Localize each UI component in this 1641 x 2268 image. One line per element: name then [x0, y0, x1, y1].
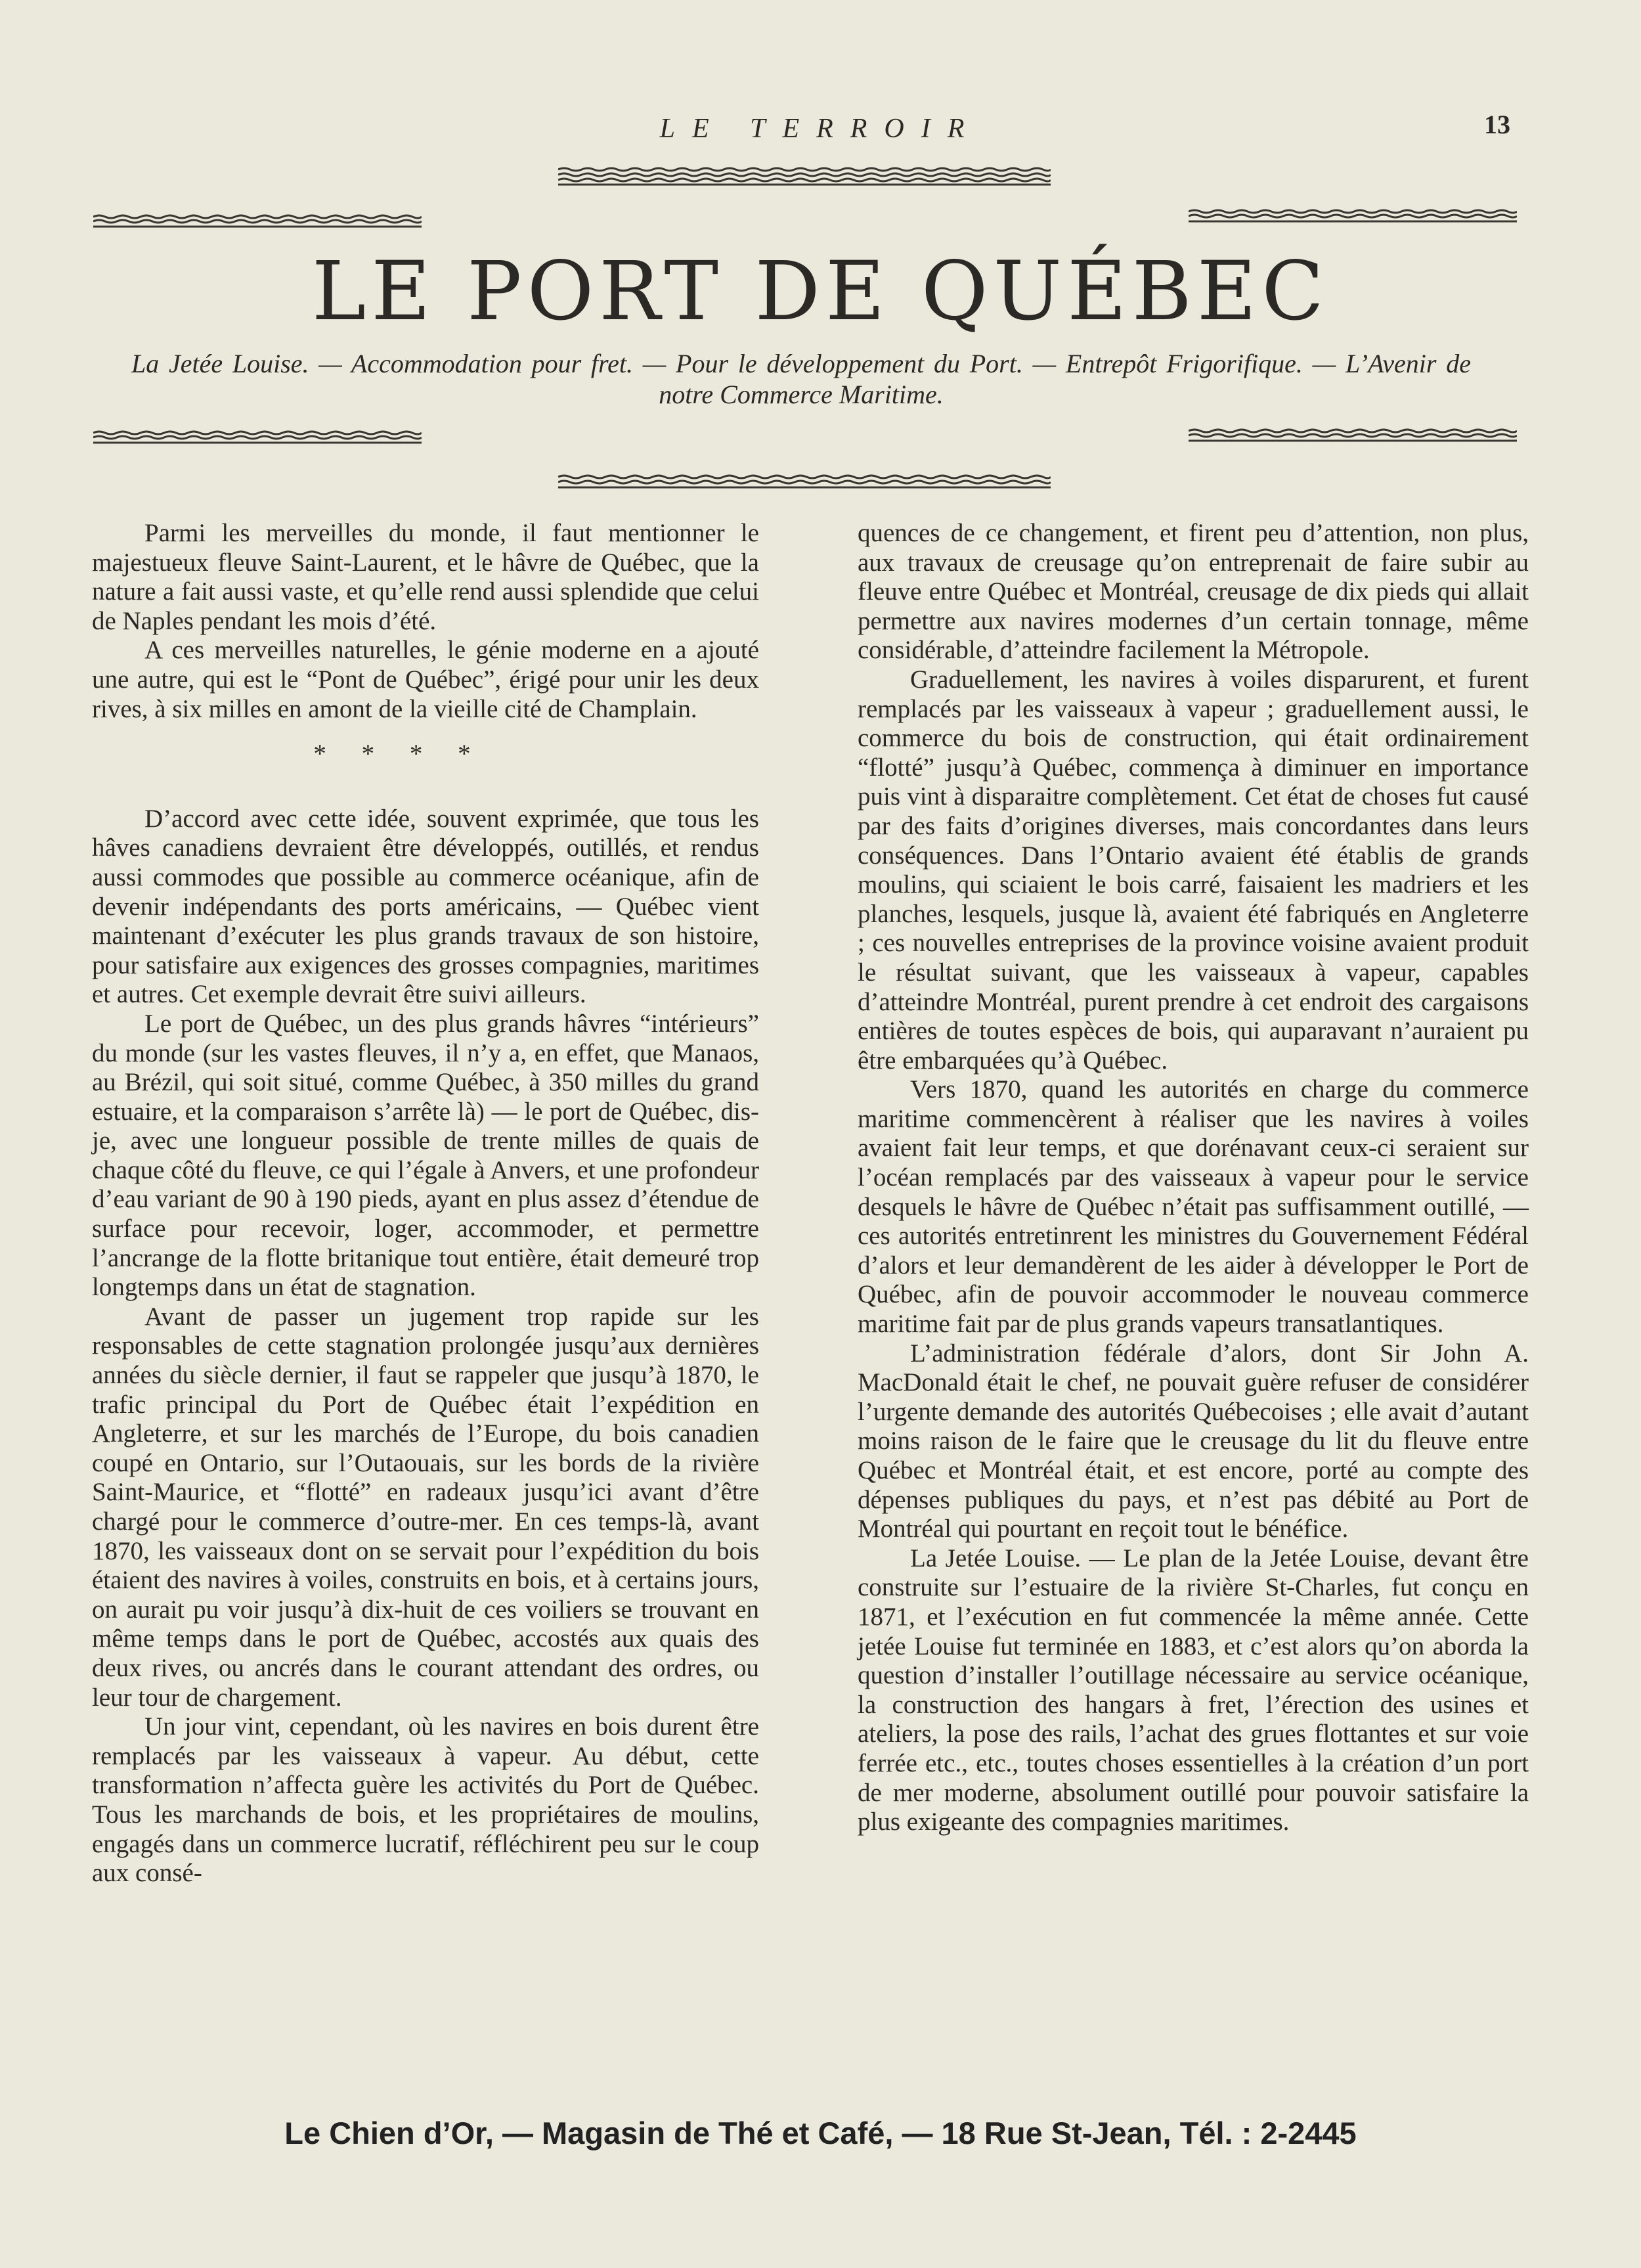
article-column-left [92, 519, 759, 1888]
paragraph: Graduellement, les navires à voiles disparurent, et furent remplacés par les vaisseaux à vapeur ; graduellement aussi, le commerce du bois de construction, qui était ordinairement “flotté” jusqu’à Québec, commença à diminuer en importance puis vint à disparaitre complètement. Cet état de choses fut causé par des faits d’origines diverses, mais concordantes dans leurs conséquences. Dans l’Ontario avaient été établis de grands moulins, qui sciaient le bois carré, faisaient les madriers et les planches, lesquels, jusque là, avaient été fabriqués en Angleterre ; ces nouvelles entreprises de la province voisine avaient produit le résultat suivant, que les vaisseaux à vapeur, capables d’atteindre Montréal, purent prendre à cet endroit des cargaisons entières de toutes espèces de bois, qui auparavant n’auraient pu être embarquées qu’à Québec. [858, 665, 1529, 1075]
paragraph: Un jour vint, cependant, où les navires en bois durent être remplacés par les vaisseaux à vapeur. Au début, cette transformation n’affecta guère les activités du Port de Québec. Tous les marchands de bois, et les propriétaires de moulins, engagés dans un commerce lucratif, réfléchirent peu sur le coup aux consé- [92, 1712, 759, 1888]
paragraph: L’administration fédérale d’alors, dont Sir John A. MacDonald était le chef, ne pouvait guère refuser de considérer l’urgente demande des autorités Québecoises ; elle avait d’autant moins raison de le faire que le creusage du lit du fleuve entre Québec et Montréal était, et est encore, porté au compte des dépenses publiques du pays, et n’est pas débité au Port de Montréal qui pourtant en reçoit tout le bénéfice. [858, 1339, 1529, 1544]
article-subtitle: La Jetée Louise. — Accommodation pour fret. — Pour le développement du Port. — Entrepôt Frigorifique. — L’Avenir de notre Commerce Maritime. [131, 349, 1471, 409]
ornament-rule-bottom-center [558, 474, 1051, 494]
paragraph: quences de ce changement, et firent peu d’attention, non plus, aux travaux de creusage qu’on entreprenait de faire subir au fleuve entre Québec et Montréal, creusage de dix pieds qui allait permettre aux navires modernes d’un certain tonnage, même considérable, d’atteindre facilement la Métropole. [858, 519, 1529, 665]
paragraph: Avant de passer un jugement trop rapide sur les responsables de cette stagnation prolongée jusqu’aux dernières années du siècle dernier, il faut se rappeler que jusqu’à 1870, le trafic principal du Port de Québec était l’expédition en Angleterre, et sur les marchés de l’Europe, du bois canadien coupé en Ontario, sur l’Outaouais, sur les bords de la rivière Saint-Maurice, et “flotté” en radeaux jusqu’ici avant d’être chargé pour le commerce d’outre-mer. En ces temps-là, avant 1870, les vaisseaux dont on se servait pour l’expédition du bois étaient des navires à voiles, construits en bois, et à certains jours, on aurait pu voir jusqu’à dix-huit de ces voiliers se trouvant en même temps dans le port de Québec, accostés aux quais des deux rives, ou ancrés dans le courant attendant des ordres, ou leur tour de chargement. [92, 1302, 759, 1712]
running-head: LE TERROIR [659, 114, 982, 144]
paragraph: Parmi les merveilles du monde, il faut mentionner le majestueux fleuve Saint-Laurent, et le hâvre de Québec, que la nature a fait aussi vaste, et qu’elle rend aussi splendide que celui de Naples pendant les mois d’été. [92, 519, 759, 635]
article-column-right [858, 519, 1529, 1837]
paragraph: Le port de Québec, un des plus grands hâvres “intérieurs” du monde (sur les vastes fleuves, il n’y a, en effet, que Manaos, au Brézil, qui soit situé, comme Québec, à 350 milles du grand estuaire, et la comparaison s’arrête là) — le port de Québec, dis-je, avec une longueur possible de trente milles de quais de chaque côté du fleuve, ce qui l’égale à Anvers, et une profondeur d’eau variant de 90 à 190 pieds, ayant en plus assez d’étendue de surface pour recevoir, loger, accommoder, et permettre l’ancrange de la flotte britanique tout entière, était demeuré trop longtemps dans un état de stagnation. [92, 1009, 759, 1302]
paragraph: La Jetée Louise. — Le plan de la Jetée Louise, devant être construite sur l’estuaire de la rivière St-Charles, fut conçu en 1871, et l’exécution en fut commencée la même année. Cette jetée Louise fut terminée en 1883, et c’est alors qu’on aborda la question d’installer l’outillage nécessaire au service océanique, la construction des hangars à fret, l’érection des usines et ateliers, la pose des rails, l’achat des grues flottantes et sur voie ferrée etc., etc., toutes choses essentielles à la création d’un port de mer moderne, absolument outillé pour pouvoir satisfaire la plus exigeante des compagnies maritimes. [858, 1544, 1529, 1836]
paragraph: Vers 1870, quand les autorités en charge du commerce maritime commencèrent à réaliser que les navires à voiles avaient fait leur temps, et que dorénavant ceux-ci seraient sur l’océan remplacés par des vaisseaux à vapeur pour le service desquels le hâvre de Québec n’était pas suffisamment outillé, — ces autorités entretinrent les ministres du Gouvernement Fédéral d’alors et leur demandèrent de les aider à développer le Port de Québec, afin de pouvoir accommoder le nouveau commerce maritime fait par de plus grands vapeurs transatlantiques. [858, 1075, 1529, 1339]
ornament-rule-top-center [558, 167, 1051, 187]
paragraph: A ces merveilles naturelles, le génie moderne en a ajouté une autre, qui est le “Pont de Québec”, érigé pour unir les deux rives, à six milles en amont de la vieille cité de Champlain. [92, 636, 759, 723]
section-separator: * * * * [313, 740, 485, 768]
paragraph: D’accord avec cette idée, souvent exprimée, que tous les hâves canadiens devraient être développés, outillés, et rendus aussi commodes que possible au commerce océanique, afin de devenir indépendants des ports américains, — Québec vient maintenant d’exécuter les plus grands travaux de son histoire, pour satisfaire aux exigences des grosses compagnies, maritimes et autres. Cet exemple devrait être suivi ailleurs. [92, 804, 759, 1009]
ornament-rule-right-lower [1189, 428, 1517, 443]
ornament-rule-left-upper [93, 214, 422, 229]
article-title: LE PORT DE QUÉBEC [311, 244, 1330, 339]
footer-advertisement: Le Chien d’Or, — Magasin de Thé et Café, — 18 Rue St-Jean, Tél. : 2-2445 [284, 2116, 1357, 2150]
ornament-rule-right-upper [1189, 209, 1517, 223]
ornament-rule-left-lower [93, 430, 422, 445]
page-number: 13 [1484, 110, 1510, 139]
